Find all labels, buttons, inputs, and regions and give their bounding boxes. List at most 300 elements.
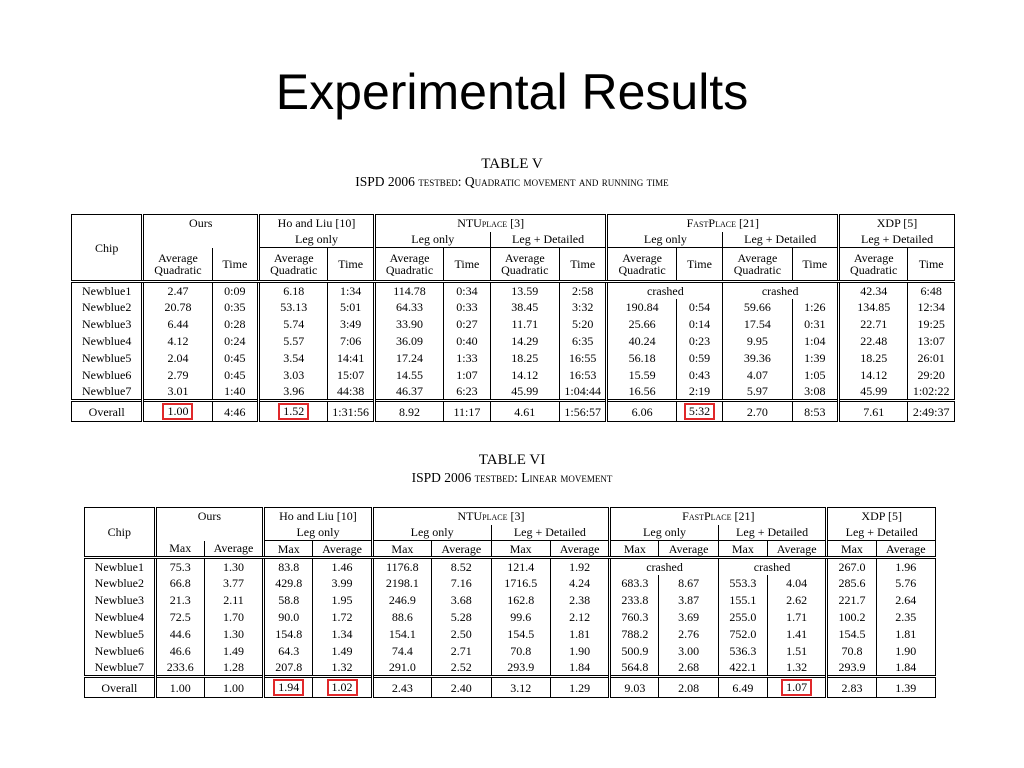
table-row [85, 643, 936, 660]
header-max [491, 541, 550, 558]
table-cell: 13:07 [908, 333, 955, 350]
crashed-cell: crashed [610, 558, 719, 575]
table-cell: 1:40 [212, 384, 259, 401]
table-cell: 221.7 [827, 592, 876, 609]
chip-name: Newblue2 [82, 300, 132, 314]
table6-metric-row [85, 541, 936, 558]
table-cell: 0:28 [212, 316, 259, 333]
table-cell: 7:06 [328, 333, 375, 350]
table-cell: 4.04 [767, 575, 826, 592]
chip-header: Chip [72, 215, 143, 282]
table-cell: 38.45 [490, 299, 559, 316]
table-cell: 25.66 [607, 316, 676, 333]
table-cell: 1.28 [204, 660, 263, 677]
table-cell: 293.9 [491, 660, 550, 677]
group-ntuplace: NTUplace [3] [372, 508, 610, 525]
table-cell: 14.12 [490, 367, 559, 384]
table-cell: 255.0 [718, 609, 767, 626]
table-cell: 233.8 [610, 592, 659, 609]
table-cell: 3.68 [432, 592, 491, 609]
table-row [72, 350, 955, 367]
header-average [659, 541, 718, 558]
table-cell: 154.8 [264, 626, 313, 643]
table-cell: 9.95 [723, 333, 792, 350]
table-cell: 20.78 [143, 299, 212, 316]
table-cell: 58.8 [264, 592, 313, 609]
table-cell: 3.03 [259, 367, 328, 384]
table-cell: 2.79 [143, 367, 212, 384]
table-cell: 74.4 [372, 643, 431, 660]
table-cell: 3:49 [328, 316, 375, 333]
header-max-text: Max [509, 541, 532, 556]
table-cell: 293.9 [827, 660, 876, 677]
header-average-quadratic-text: Average [389, 251, 430, 265]
header-time-text: Time [918, 257, 944, 271]
table-cell: 0:34 [444, 282, 491, 299]
overall-cell: 9.03 [610, 677, 659, 698]
table-cell: 2.52 [432, 660, 491, 677]
overall-label: Overall [85, 677, 156, 698]
table-cell: 6:23 [444, 384, 491, 401]
header-max-text: Max [169, 541, 192, 556]
table-cell: 3.96 [259, 384, 328, 401]
table-cell: 64.33 [374, 299, 443, 316]
table-cell: 40.24 [607, 333, 676, 350]
table-cell: 134.85 [839, 299, 908, 316]
overall-cell: 6.49 [718, 677, 767, 698]
table-cell: 2.64 [876, 592, 935, 609]
highlighted-value: 1.52 [278, 403, 309, 420]
table-cell: 1.49 [204, 643, 263, 660]
sub-ours [143, 232, 259, 248]
crashed-cell: crashed [718, 558, 827, 575]
table-cell: 36.09 [374, 333, 443, 350]
table-cell: 2198.1 [372, 575, 431, 592]
header-average-quadratic-text: Quadratic [154, 262, 202, 277]
table-cell: 5.97 [723, 384, 792, 401]
table-cell: 564.8 [610, 660, 659, 677]
table-row [85, 626, 936, 643]
header-average [432, 541, 491, 558]
table-row [85, 660, 936, 677]
sub-ours [155, 525, 264, 541]
header-average-quadratic [374, 248, 443, 282]
table-cell: 0:31 [792, 316, 839, 333]
header-time-text: Time [338, 257, 364, 271]
header-time-text: Time [802, 257, 828, 271]
chip-name: Newblue5 [94, 627, 144, 641]
header-average-quadratic-text: Average [158, 250, 198, 265]
overall-cell: 4:46 [212, 401, 259, 422]
table6-label: TABLE VI [478, 452, 546, 468]
overall-cell: 1.29 [550, 677, 609, 698]
group-ours: Ours [155, 508, 264, 525]
table5-caption [0, 156, 1024, 190]
table-cell: 45.99 [839, 384, 908, 401]
table-cell: 0:24 [212, 333, 259, 350]
table-cell: 3.00 [659, 643, 718, 660]
header-average-quadratic-text: Quadratic [385, 263, 434, 277]
header-time-text: Time [570, 257, 596, 271]
table-cell: 0:43 [676, 367, 723, 384]
chip-name: Newblue6 [94, 644, 144, 658]
table6-caption [0, 452, 1024, 486]
header-max [155, 541, 204, 558]
header-time [328, 248, 375, 282]
header-average-quadratic [607, 248, 676, 282]
overall-cell: 2.70 [723, 401, 792, 422]
table-cell: 190.84 [607, 299, 676, 316]
table-cell: 6.18 [259, 282, 328, 299]
header-average-text: Average [213, 541, 254, 556]
header-average-text: Average [441, 541, 482, 556]
chip-name: Newblue3 [82, 317, 132, 331]
table-cell: 162.8 [491, 592, 550, 609]
overall-cell: 2.43 [372, 677, 431, 698]
table-cell: 246.9 [372, 592, 431, 609]
table-cell: 88.6 [372, 609, 431, 626]
table-row [72, 316, 955, 333]
sub-fast-leg: Leg only [607, 232, 723, 248]
table5-label: TABLE V [481, 156, 543, 172]
overall-row [72, 401, 955, 422]
table-cell: 14.55 [374, 367, 443, 384]
sub-ntu-leg: Leg only [374, 232, 490, 248]
table-cell: 0:14 [676, 316, 723, 333]
table-cell: 121.4 [491, 558, 550, 575]
table-cell: 1:04 [792, 333, 839, 350]
group-ours: Ours [143, 215, 259, 232]
table-row [85, 558, 936, 575]
table-cell: 44.6 [155, 626, 204, 643]
table6-subtitle: ISPD 2006 testbed: Linear movement [411, 470, 613, 485]
header-average [550, 541, 609, 558]
table-cell: 2.11 [204, 592, 263, 609]
chip-name: Newblue4 [82, 334, 132, 348]
header-max [372, 541, 431, 558]
header-average [313, 541, 372, 558]
table-cell: 4.07 [723, 367, 792, 384]
group-fastplace: FastPlace [21] [607, 215, 839, 232]
table-cell: 6.44 [143, 316, 212, 333]
chip-name: Newblue1 [82, 283, 132, 298]
table-cell: 100.2 [827, 609, 876, 626]
header-max [827, 541, 876, 558]
overall-cell [767, 677, 826, 698]
table-cell: 13.59 [490, 282, 559, 299]
table-cell: 5.28 [432, 609, 491, 626]
table-row [72, 367, 955, 384]
table-cell: 1.90 [550, 643, 609, 660]
table-cell: 8.52 [432, 558, 491, 575]
table-cell: 3.69 [659, 609, 718, 626]
table-cell: 6:35 [559, 333, 607, 350]
table-row [85, 592, 936, 609]
table-cell: 1.70 [204, 609, 263, 626]
crashed-cell: crashed [723, 282, 839, 299]
table-cell: 788.2 [610, 626, 659, 643]
table-cell: 83.8 [264, 558, 313, 575]
table-cell: 1.30 [204, 558, 263, 575]
table-cell: 1176.8 [372, 558, 431, 575]
header-time [792, 248, 839, 282]
table-cell: 2.04 [143, 350, 212, 367]
table-cell: 15:07 [328, 367, 375, 384]
chip-name: Newblue6 [82, 368, 132, 382]
header-average-quadratic [723, 248, 792, 282]
table-cell: 5.57 [259, 333, 328, 350]
table-cell: 1.71 [767, 609, 826, 626]
header-time [559, 248, 607, 282]
overall-cell [143, 401, 212, 422]
table-cell: 59.66 [723, 299, 792, 316]
table-cell: 16:53 [559, 367, 607, 384]
overall-cell: 2.83 [827, 677, 876, 698]
header-average-quadratic-text: Quadratic [850, 263, 898, 277]
group-ntuplace: NTUplace [3] [374, 215, 607, 232]
overall-cell: 1.00 [155, 677, 204, 698]
table-cell: 21.3 [155, 592, 204, 609]
table-cell: 56.18 [607, 350, 676, 367]
header-average-quadratic-text: Quadratic [270, 263, 318, 277]
chip-name: Newblue1 [94, 559, 144, 574]
table-cell: 1.49 [313, 643, 372, 660]
table-cell: 2.38 [550, 592, 609, 609]
header-time-text: Time [222, 256, 248, 271]
crashed-cell: crashed [607, 282, 723, 299]
table-cell: 291.0 [372, 660, 431, 677]
highlighted-value: 5:32 [684, 403, 715, 420]
sub-ntu-detailed: Leg + Detailed [491, 525, 610, 541]
table-cell: 39.36 [723, 350, 792, 367]
highlighted-value: 1.94 [273, 679, 304, 696]
table-cell: 1.32 [767, 660, 826, 677]
table-cell: 7.16 [432, 575, 491, 592]
table-cell: 2.76 [659, 626, 718, 643]
table-cell: 155.1 [718, 592, 767, 609]
table-cell: 19:25 [908, 316, 955, 333]
table-cell: 5.74 [259, 316, 328, 333]
header-average-quadratic [490, 248, 559, 282]
table-cell: 3:32 [559, 299, 607, 316]
header-average-text: Average [559, 541, 600, 556]
overall-cell: 1:31:56 [328, 401, 375, 422]
table-cell: 0:35 [212, 299, 259, 316]
overall-cell: 1.39 [876, 677, 935, 698]
header-average-quadratic-text: Quadratic [501, 263, 549, 277]
table-row [85, 609, 936, 626]
table-row [72, 384, 955, 401]
table-cell: 3.99 [313, 575, 372, 592]
header-average-quadratic [259, 248, 328, 282]
table-cell: 1:39 [792, 350, 839, 367]
table-cell: 72.5 [155, 609, 204, 626]
table-cell: 1.46 [313, 558, 372, 575]
overall-row [85, 677, 936, 698]
header-average-quadratic-text: Average [504, 251, 545, 265]
table5-subtitle: ISPD 2006 testbed: Quadratic movement and running time [355, 174, 669, 189]
table-cell: 1.84 [550, 660, 609, 677]
table-cell: 16:55 [559, 350, 607, 367]
table-cell: 0:40 [444, 333, 491, 350]
table5 [71, 214, 955, 422]
table-cell: 11.71 [490, 316, 559, 333]
table-cell: 683.3 [610, 575, 659, 592]
table-cell: 1:33 [444, 350, 491, 367]
slide-title: Experimental Results [275, 64, 749, 120]
table-cell: 154.1 [372, 626, 431, 643]
sub-xdp: Leg + Detailed [827, 525, 936, 541]
table-cell: 1.30 [204, 626, 263, 643]
table-cell: 5.76 [876, 575, 935, 592]
table-cell: 46.37 [374, 384, 443, 401]
table-cell: 0:33 [444, 299, 491, 316]
header-max-text: Max [623, 541, 646, 556]
table-cell: 6:48 [908, 282, 955, 299]
header-average-quadratic-text: Average [273, 251, 314, 265]
table-cell: 2.71 [432, 643, 491, 660]
overall-label: Overall [72, 401, 143, 422]
table-cell: 22.48 [839, 333, 908, 350]
chip-name: Newblue3 [94, 593, 144, 607]
table-cell: 8.67 [659, 575, 718, 592]
sub-ho: Leg only [264, 525, 373, 541]
table-cell: 4.12 [143, 333, 212, 350]
header-average-quadratic-text: Quadratic [733, 263, 782, 277]
table-cell: 0:27 [444, 316, 491, 333]
sub-ntu-detailed: Leg + Detailed [490, 232, 607, 248]
table-cell: 18.25 [839, 350, 908, 367]
chip-name: Newblue4 [94, 610, 144, 624]
table-cell: 500.9 [610, 643, 659, 660]
sub-fast-leg: Leg only [610, 525, 719, 541]
table-cell: 3.87 [659, 592, 718, 609]
table-row [72, 333, 955, 350]
table-cell: 1.81 [876, 626, 935, 643]
table-cell: 2:58 [559, 282, 607, 299]
overall-cell: 1.00 [204, 677, 263, 698]
table-cell: 114.78 [374, 282, 443, 299]
header-average-quadratic-text: Average [853, 251, 894, 265]
table-cell: 0:23 [676, 333, 723, 350]
table-cell: 536.3 [718, 643, 767, 660]
header-max-text: Max [277, 541, 300, 556]
header-time [444, 248, 491, 282]
overall-cell [313, 677, 372, 698]
chip-name: Newblue7 [82, 384, 132, 399]
chip-header: Chip [85, 508, 156, 558]
table-cell: 154.5 [491, 626, 550, 643]
group-xdp: XDP [5] [827, 508, 936, 525]
header-average [204, 541, 263, 558]
table-cell: 422.1 [718, 660, 767, 677]
header-max-text: Max [840, 541, 863, 556]
overall-cell: 2:49:37 [908, 401, 955, 422]
table-cell: 3.77 [204, 575, 263, 592]
table-cell: 1.34 [313, 626, 372, 643]
table-cell: 553.3 [718, 575, 767, 592]
header-max-text: Max [731, 541, 754, 556]
group-fastplace: FastPlace [21] [610, 508, 827, 525]
table-cell: 1:05 [792, 367, 839, 384]
table-cell: 14:41 [328, 350, 375, 367]
sub-ntu-leg: Leg only [372, 525, 491, 541]
table-cell: 0:45 [212, 367, 259, 384]
header-time [212, 248, 259, 282]
table-cell: 2.68 [659, 660, 718, 677]
table-cell: 1.90 [876, 643, 935, 660]
table-cell: 1:04:44 [559, 384, 607, 401]
table-cell: 3.01 [143, 384, 212, 401]
header-max [718, 541, 767, 558]
overall-cell: 2.08 [659, 677, 718, 698]
table-cell: 1:07 [444, 367, 491, 384]
overall-cell [676, 401, 723, 422]
overall-cell: 7.61 [839, 401, 908, 422]
header-time [908, 248, 955, 282]
table-cell: 46.6 [155, 643, 204, 660]
table-cell: 16.56 [607, 384, 676, 401]
table-cell: 70.8 [491, 643, 550, 660]
highlighted-value: 1.00 [162, 403, 193, 420]
overall-cell: 8:53 [792, 401, 839, 422]
group-ho-liu: Ho and Liu [10] [264, 508, 373, 525]
table6 [84, 507, 936, 698]
sub-fast-detailed: Leg + Detailed [723, 232, 839, 248]
header-average-text: Average [776, 541, 817, 556]
table-cell: 66.8 [155, 575, 204, 592]
table-cell: 2:19 [676, 384, 723, 401]
table-cell: 4.24 [550, 575, 609, 592]
table-row [85, 575, 936, 592]
table-cell: 233.6 [155, 660, 204, 677]
table-cell: 1.32 [313, 660, 372, 677]
table-cell: 1.41 [767, 626, 826, 643]
table-cell: 15.59 [607, 367, 676, 384]
table-cell: 1:26 [792, 299, 839, 316]
table-cell: 29:20 [908, 367, 955, 384]
highlighted-value: 1.07 [781, 679, 812, 696]
overall-cell: 8.92 [374, 401, 443, 422]
chip-name: Newblue5 [82, 351, 132, 365]
overall-cell: 1:56:57 [559, 401, 607, 422]
header-max [264, 541, 313, 558]
overall-cell: 6.06 [607, 401, 676, 422]
table-cell: 154.5 [827, 626, 876, 643]
sub-ho: Leg only [259, 232, 375, 248]
overall-cell: 11:17 [444, 401, 491, 422]
table-cell: 70.8 [827, 643, 876, 660]
table-cell: 1716.5 [491, 575, 550, 592]
header-average [876, 541, 935, 558]
table5-metric-row [72, 248, 955, 282]
header-time [676, 248, 723, 282]
table-cell: 1.72 [313, 609, 372, 626]
overall-cell [259, 401, 328, 422]
table-cell: 33.90 [374, 316, 443, 333]
table-cell: 1:02:22 [908, 384, 955, 401]
table-cell: 17.54 [723, 316, 792, 333]
table-cell: 2.62 [767, 592, 826, 609]
header-average-quadratic-text: Average [622, 251, 662, 265]
table-cell: 752.0 [718, 626, 767, 643]
header-average-text: Average [885, 541, 926, 556]
header-average-text: Average [322, 541, 362, 556]
table-cell: 760.3 [610, 609, 659, 626]
table-cell: 207.8 [264, 660, 313, 677]
table-cell: 5:20 [559, 316, 607, 333]
table-cell: 3.54 [259, 350, 328, 367]
